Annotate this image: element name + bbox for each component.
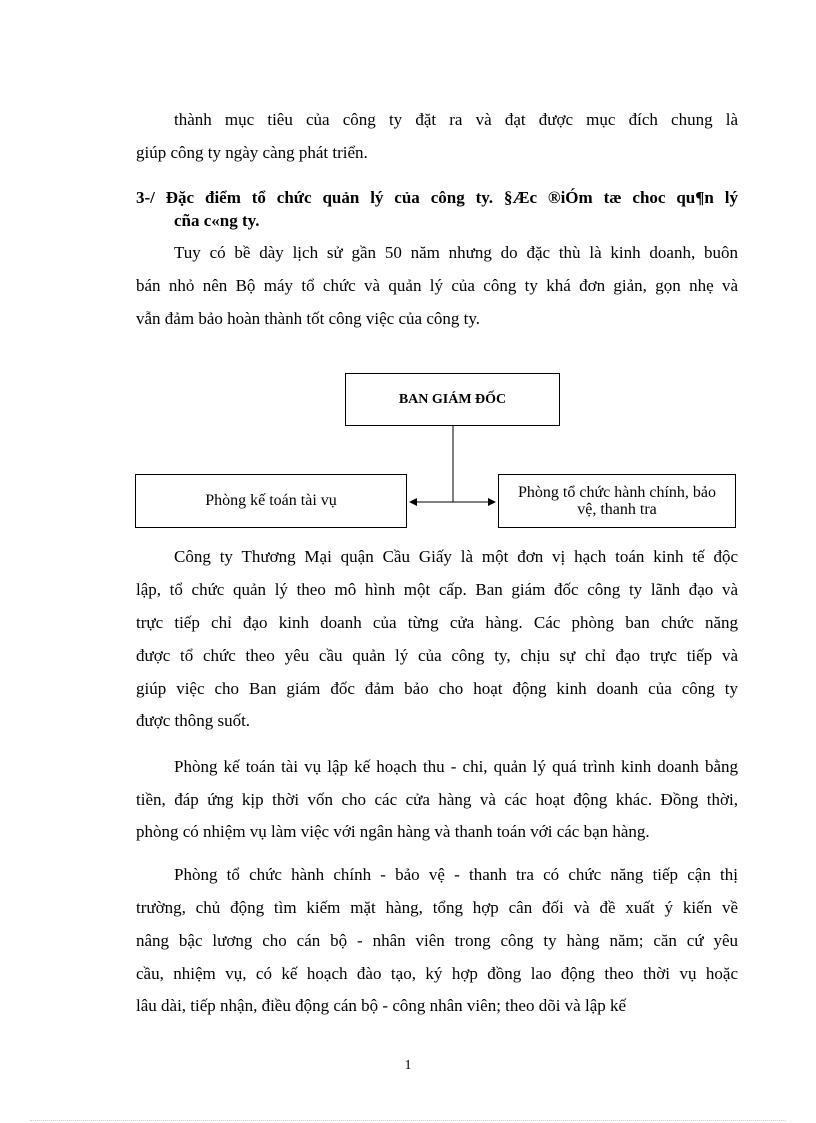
- org-box-admin-label-line-1: Phòng tổ chức hành chính, bảo: [518, 484, 716, 501]
- admin-line-2: trường, chủ động tìm kiếm mặt hàng, tổng hợp cân đối và đề xuất ý kiến về: [136, 898, 738, 917]
- accounting-line-2: tiền, đáp ứng kịp thời vốn cho các cửa hàng và các hoạt động khác. Đồng thời,: [136, 790, 738, 809]
- intro-line-2: giúp công ty ngày càng phát triển.: [136, 143, 368, 162]
- admin-line-3: nâng bậc lương cho cán bộ - nhân viên trong công ty hàng năm; căn cứ yêu: [136, 931, 738, 950]
- overview-line-1: Tuy có bề dày lịch sử gần 50 năm nhưng do đặc thù là kinh doanh, buôn: [174, 243, 738, 262]
- org-box-admin-label-line-2: vệ, thanh tra: [577, 501, 657, 518]
- org-box-board-label: BAN GIÁM ĐỐC: [398, 391, 507, 407]
- company-line-3: trực tiếp chỉ đạo kinh doanh của từng cửa hàng. Các phòng ban chức năng: [136, 613, 738, 632]
- intro-line-1: thành mục tiêu của công ty đặt ra và đạt được mục đích chung là: [174, 110, 738, 129]
- accounting-line-3: phòng có nhiệm vụ làm việc với ngân hàng và thanh toán với các bạn hàng.: [136, 822, 650, 841]
- admin-line-5: lâu dài, tiếp nhận, điều động cán bộ - công nhân viên; theo dõi và lập kế: [136, 996, 627, 1015]
- page-number: 1: [404, 1058, 412, 1073]
- section-heading-line-1: 3-/ Đặc điểm tổ chức quản lý của công ty. §Æc ®iÓm tæ choc qu¶n lý: [136, 188, 738, 207]
- company-line-6: được thông suốt.: [136, 711, 251, 730]
- company-line-2: lập, tổ chức quản lý theo mô hình một cấp. Ban giám đốc công ty lãnh đạo và: [136, 580, 738, 599]
- overview-line-3: vẫn đảm bảo hoàn thành tốt công việc của công ty.: [136, 309, 480, 328]
- company-line-4: được tổ chức theo yêu cầu quản lý của công ty, chịu sự chỉ đạo trực tiếp và: [136, 646, 738, 665]
- admin-line-1: Phòng tổ chức hành chính - bảo vệ - thanh tra có chức năng tiếp cận thị: [174, 865, 738, 884]
- section-heading-line-2: cña c«ng ty.: [174, 211, 260, 230]
- page-bottom-divider: [30, 1120, 786, 1121]
- company-line-1: Công ty Thương Mại quận Cầu Giấy là một đơn vị hạch toán kinh tế độc: [174, 547, 738, 566]
- org-box-accounting-label: Phòng kế toán tài vụ: [205, 492, 337, 509]
- overview-line-2: bán nhỏ nên Bộ máy tổ chức và quản lý của công ty khá đơn giản, gọn nhẹ và: [136, 276, 738, 295]
- accounting-line-1: Phòng kế toán tài vụ lập kế hoạch thu - chi, quản lý quá trình kinh doanh bằng: [174, 757, 738, 776]
- admin-line-4: cầu, nhiệm vụ, có kế hoạch đào tạo, ký hợp đồng lao động theo thời vụ hoặc: [136, 964, 738, 983]
- company-line-5: giúp việc cho Ban giám đốc đảm bảo cho hoạt động kinh doanh của công ty: [136, 679, 738, 698]
